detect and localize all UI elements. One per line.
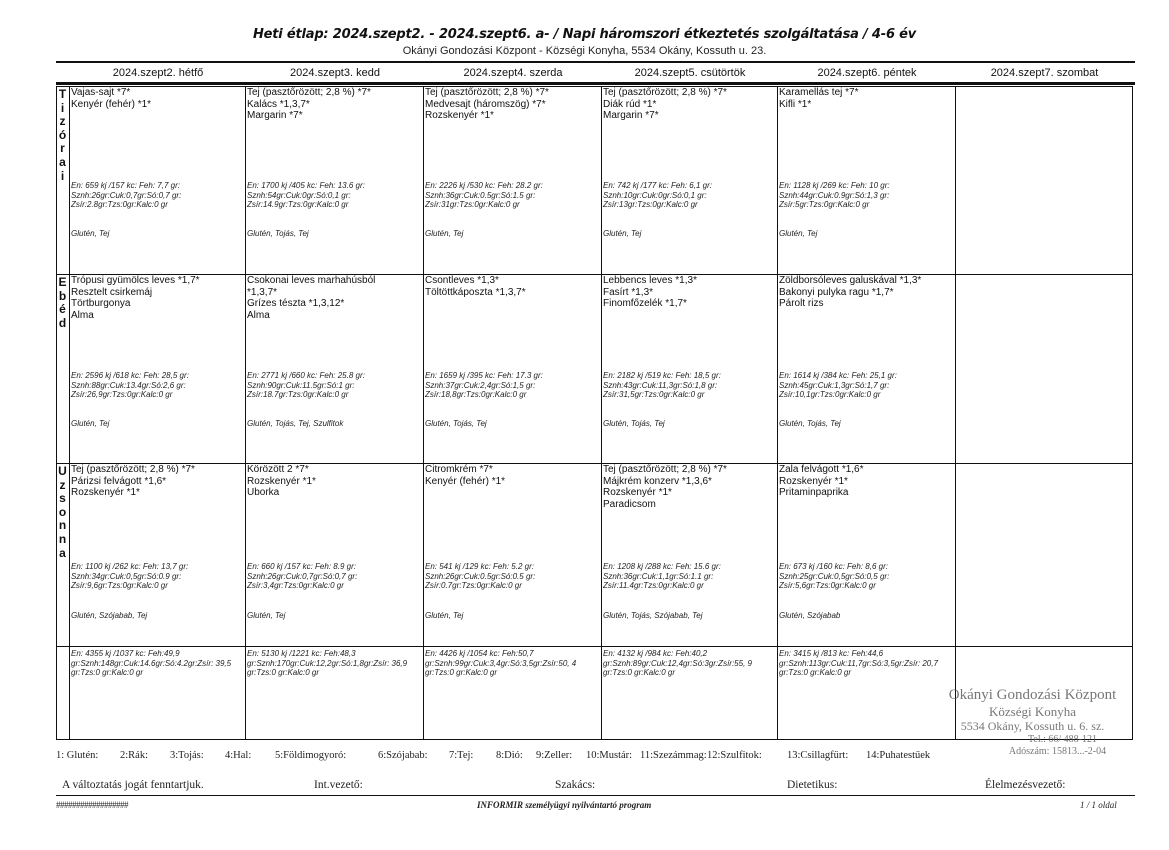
signature-dietetikus: Dietetikus: [787,779,838,791]
dish-item: Rozskenyér *1* [425,110,494,122]
nutrition-info [425,371,543,400]
nutrition-line: Sznh:54gr:Cuk:0gr:Só:0,1 gr: [247,190,351,200]
menu-cell [779,275,951,459]
dish-item: Rozskenyér *1* [603,487,672,499]
label-letter: é [59,302,66,317]
label-letter: ó [58,127,67,142]
nutrition-line: Zsír:10,1gr:Tzs:0gr:Kalc:0 gr [779,390,881,400]
label-letter: o [58,504,67,519]
nutrition-line: En: 1128 kj /269 kc: Feh: 10 gr: [779,181,890,190]
dish-item: Kifli *1* [779,98,812,110]
dish-item: Rozskenyér *1* [71,487,140,499]
dish-item: Lebbencs leves *1,3* [603,275,697,286]
nutrition-line: Sznh:10gr:Cuk:0gr:Só:0,1 gr: [603,190,707,200]
dish-item: Citromkrém *7* [425,464,493,475]
dish-item: Rozskenyér *1* [247,475,316,487]
nutrition-line: Sznh:26gr:Cuk:0,7gr:Só:0,7 gr: [71,190,182,200]
dish-item: Zala felvágott *1,6* [779,464,864,475]
nutrition-line: En: 2596 kj /618 kc: Feh: 28,5 gr: [71,371,189,380]
allergen-legend-item: 7:Tej: [449,750,474,761]
nutrition-line: Zsír:31gr:Tzs:0gr:Kalc:0 gr [425,200,520,210]
allergen-legend-item: 9:Zeller: [536,750,573,761]
label-letter: a [59,545,66,560]
nutrition-info [603,181,712,210]
dish-item: Kenyér (fehér) *1* [71,98,152,110]
signature-rule [56,795,1135,796]
menu-cell [247,275,419,459]
nutrition-line: Sznh:36gr:Cuk:0.5gr:Só:1.5 gr: [425,190,536,200]
dish-item: Trópusi gyümölcs leves *1,7* [71,275,200,286]
nutrition-info [71,562,188,591]
nutrition-info [425,181,543,210]
dish-item: Alma [247,309,270,321]
dish-item: Paradicsom [603,498,656,510]
label-letter: i [60,168,65,183]
dish-item: Törtburgonya [71,298,131,310]
label-letter: s [59,491,66,506]
stamp-line: 5534 Okány, Kossuth u. 6. sz. [960,719,1105,733]
dish-item: Csontleves *1,3* [425,275,499,286]
nutrition-info [603,371,721,400]
nutrition-line: Sznh:25gr:Cuk:0,5gr:Só:0,5 gr: [779,571,890,581]
allergen-list: Glutén, Tojás, Tej [779,419,841,428]
footer-program: INFORMIR személyügyi nyilvántartó program [477,800,652,810]
nutrition-line: Sznh:34gr:Cuk:0,5gr:Só:0.9 gr: [71,571,182,581]
nutrition-line: En: 660 kj /157 kc: Feh: 8.9 gr: [247,562,356,571]
page-title: Heti étlap: 2024.szept2. - 2024.szept6. a- / Napi háromszori étkeztetés szolgáltatása / 4-6 év [252,27,917,42]
nutrition-line: Zsír:11.4gr:Tzs:0gr:Kalc:0 gr [603,581,704,591]
nutrition-line: Sznh:45gr:Cuk:1,3gr:Só:1,7 gr: [779,380,890,390]
nutrition-line: Zsír:31,5gr:Tzs:0gr:Kalc:0 gr [603,390,705,400]
dish-item: Finomfőzelék *1,7* [603,298,687,310]
dish-item: Töltöttkáposzta *1,3,7* [425,286,526,298]
nutrition-info [247,371,365,400]
nutrition-line: En: 2182 kj /519 kc: Feh: 18,5 gr: [603,371,721,380]
nutrition-line: Sznh:90gr:Cuk:11.5gr:Só:1 gr: [247,380,355,390]
grid-line [955,86,956,740]
dish-item: Bakonyi pulyka ragu *1,7* [779,286,894,298]
nutrition-line: Zsír:18.7gr:Tzs:0gr:Kalc:0 gr [247,390,349,400]
allergen-legend-item: 2:Rák: [120,750,148,761]
day-header-saturday: 2024.szept7. szombat [990,67,1099,79]
allergen-list: Glutén, Tej [603,229,642,238]
nutrition-line: En: 1208 kj /288 kc: Feh: 15.6 gr: [603,562,721,571]
nutrition-line: Sznh:37gr:Cuk:2,4gr:Só:1,5 gr: [425,380,536,390]
dish-item: Grízes tészta *1,3,12* [247,298,345,310]
allergen-list: Glutén, Tej [425,611,464,620]
grid-line [777,86,778,740]
dish-item: Rozskenyér *1* [779,475,848,487]
nutrition-line: Sznh:88gr:Cuk:13.4gr:Só:2,6 gr: [71,380,186,390]
nutrition-line: Sznh:26gr:Cuk:0.5gr:Só:0.5 gr: [425,571,536,581]
dish-item: Vajas-sajt *7* [71,87,131,98]
nutrition-line: En: 673 kj /160 kc: Feh: 8,6 gr: [779,562,888,571]
label-letter: b [58,288,67,303]
label-letter: a [59,154,66,169]
allergen-list: Glutén, Tojás, Tej [247,229,309,238]
day-header-tuesday: 2024.szept3. kedd [290,67,380,79]
allergen-list: Glutén, Tej [71,229,110,238]
meal-label-uzsonna [56,465,69,560]
nutrition-info [779,181,890,210]
dish-item: Karamellás tej *7* [779,87,859,98]
nutrition-info [425,562,535,591]
menu-cell [603,87,775,271]
page-subtitle: Okányi Gondozási Központ - Községi Konyha, 5534 Okány, Kossuth u. 23. [402,45,767,57]
allergen-legend-item: 10:Mustár: [586,750,633,761]
nutrition-line: Zsír:13gr:Tzs:0gr:Kalc:0 gr [603,200,698,210]
allergen-legend-item: 6:Szójabab: [378,750,428,761]
signature-szakacs: Szakács: [555,779,596,791]
daily-total-tuesday: En: 5130 kj /1221 kc: Feh:48,3 gr:Sznh:170gr:Cuk:12,2gr:Só:1,8gr:Zsír: 36,9 gr:Tzs:0 gr:Kalc:0 gr [247,649,408,678]
menu-cell [603,275,775,459]
stamp-line: Okányi Gondozási Központ [948,687,1117,703]
dish-item: Kenyér (fehér) *1* [425,475,506,487]
allergen-list: Glutén, Tej [71,419,110,428]
allergen-list: Glutén, Szójabab, Tej [71,611,148,620]
nutrition-line: Zsír:18,8gr:Tzs:0gr:Kalc:0 gr [425,390,527,400]
nutrition-line: Zsír:14.9gr:Tzs:0gr:Kalc:0 gr [247,200,349,210]
dish-item: Májkrém konzerv *1,3,6* [603,475,712,487]
allergen-list: Glutén, Tojás, Tej, Szulfitok [247,419,344,428]
meal-label-tizorai [56,88,69,183]
allergen-legend-item: 14:Puhatestűek [866,750,931,761]
label-letter: T [58,87,67,101]
allergen-legend-item: 1: Glutén: [56,750,99,761]
nutrition-line: Zsír:2.8gr:Tzs:0gr:Kalc:0 gr [71,200,168,210]
nutrition-line: Sznh:26gr:Cuk:0,7gr:Só:0,7 gr: [247,571,358,581]
dish-item: Tej (pasztőrözött; 2,8 %) *7* [603,87,727,98]
nutrition-line: En: 1100 kj /262 kc: Feh: 13,7 gr: [71,562,189,571]
menu-cell [603,464,775,648]
daily-total-monday: En: 4355 kj /1037 kc: Feh:49,9 gr:Sznh:148gr:Cuk:14.6gr:Só:4.2gr:Zsír: 39,5 gr:Tzs:0 gr:Kalc:0 gr [71,649,232,678]
daily-total-wednesday: En: 4426 kj /1054 kc: Feh:50,7 gr:Sznh:99gr:Cuk:3,4gr:Só:3,5gr:Zsír:50, 4 gr:Tzs:0 gr:Kalc:0 gr [425,649,577,678]
grid-line [1132,86,1133,740]
grid-line [245,86,246,740]
dish-item: Pritaminpaprika [779,487,849,499]
nutrition-info [779,371,897,400]
stamp-line: Községi Konyha [988,704,1076,719]
stamp-line: Adószám: 15813...-2-04 [1008,746,1107,757]
grid-line [56,86,57,740]
menu-cell [71,87,243,271]
label-letter: r [60,141,65,156]
allergen-list: Glutén, Tojás, Tej [425,419,487,428]
allergen-list: Glutén, Tej [247,611,286,620]
label-letter: E [58,275,67,289]
allergen-legend-item: 11:Szezámmag: [640,750,707,761]
header-bottom-rule [56,82,1135,85]
dish-item: Alma [71,309,94,321]
allergen-list: Glutén, Tojás, Szójabab, Tej [603,611,703,620]
nutrition-line: Sznh:36gr:Cuk:1,1gr:Só:1.1 gr: [603,571,714,581]
dish-item: Diák rúd *1* [603,98,657,110]
allergen-list: Glutén, Szójabab [779,611,841,620]
grid-line [423,86,424,740]
header-top-rule [56,61,1135,63]
allergen-legend-item: 13:Csillagfürt: [787,750,849,761]
menu-cell [779,87,951,271]
dish-item: *1,3,7* [247,286,278,298]
menu-cell [71,464,243,648]
dish-item: Tej (pasztőrözött; 2,8 %) *7* [247,87,371,98]
footer-page: 1 / 1 oldal [1080,800,1117,810]
label-letter: z [59,477,66,492]
nutrition-line: En: 742 kj /177 kc: Feh: 6,1 gr: [603,181,712,190]
nutrition-info [247,181,365,210]
nutrition-line: Zsír:9,6gr:Tzs:0gr:Kalc:0 gr [71,581,168,591]
dish-item: Körözött 2 *7* [247,464,309,475]
label-letter: i [60,100,65,115]
menu-grid [56,86,1133,740]
day-header-wednesday: 2024.szept4. szerda [463,67,563,79]
dish-item: Margarin *7* [603,110,659,122]
dish-item: Csokonai leves marhahúsból [247,275,376,286]
nutrition-line: En: 541 kj /129 kc: Feh: 5.2 gr: [425,562,534,571]
allergen-legend-item: 8:Dió: [496,750,523,761]
daily-total-friday: En: 3415 kj /813 kc: Feh:44,6 gr:Sznh:113gr:Cuk:11,7gr:Só:3,5gr:Zsír: 20,7 gr:Tzs:0 gr:Kalc:0 gr [779,649,938,678]
menu-cell [247,464,419,648]
grid-line [601,86,602,740]
dish-item: Párolt rizs [779,298,824,310]
menu-cell [71,275,243,459]
signature-elelmezesvezeto: Élelmezésvezető: [985,779,1066,791]
dish-item: Tej (pasztőrözött; 2,8 %) *7* [425,87,549,98]
nutrition-line: Sznh:43gr:Cuk:11,3gr:Só:1,8 gr: [603,380,718,390]
day-header-monday: 2024.szept2. hétfő [112,67,204,79]
signature-int-vezeto: Int.vezető: [314,779,363,791]
allergen-legend-item: 3:Tojás: [170,750,204,761]
nutrition-line: Sznh:44gr:Cuk:0.9gr:Só:1,3 gr: [779,190,890,200]
allergen-legend-item: 5:Földimogyoró: [275,750,347,761]
meal-label-ebed [56,276,69,330]
day-header-thursday: 2024.szept5. csütörtök [634,67,746,79]
allergen-legend-item: 4:Hal: [225,750,252,761]
menu-cell [247,87,419,271]
nutrition-line: Zsír:0.7gr:Tzs:0gr:Kalc:0 gr [425,581,522,591]
nutrition-line: Zsír:5,6gr:Tzs:0gr:Kalc:0 gr [779,581,876,591]
allergen-list: Glutén, Tej [425,229,464,238]
label-letter: z [59,114,66,129]
dish-item: Zöldborsóleves galuskával *1,3* [779,275,922,286]
grid-line [69,86,70,740]
nutrition-line: En: 1614 kj /384 kc: Feh: 25,1 gr: [779,371,897,380]
nutrition-line: Zsír:26,9gr:Tzs:0gr:Kalc:0 gr [71,390,173,400]
dish-item: Kalács *1,3,7* [247,98,310,110]
dish-item: Margarin *7* [247,110,303,122]
dish-item: Uborka [247,487,280,499]
nutrition-info [71,371,189,400]
dish-item: Fasírt *1,3* [603,286,654,298]
notice-text: A változtatás jogát fenntartjuk. [62,779,204,791]
nutrition-info [603,562,721,591]
label-letter: n [58,531,67,546]
nutrition-info [247,562,357,591]
nutrition-line: En: 2771 kj /660 kc: Feh: 25.8 gr: [247,371,365,380]
menu-cell [425,464,597,648]
nutrition-line: En: 1700 kj /405 kc: Feh: 13.6 gr: [247,181,365,190]
nutrition-info [71,181,181,210]
dish-item: Párizsi felvágott *1,6* [71,475,167,487]
allergen-list: Glutén, Tojás, Tej [603,419,665,428]
dish-item: Resztelt csirkemáj [71,286,153,298]
nutrition-line: Zsír:3,4gr:Tzs:0gr:Kalc:0 gr [247,581,344,591]
label-letter: n [58,518,67,533]
nutrition-line: En: 659 kj /157 kc: Feh: 7,7 gr: [71,181,180,190]
dish-item: Tej (pasztőrözött; 2,8 %) *7* [71,464,195,475]
allergen-list: Glutén, Tej [779,229,818,238]
menu-cell [425,87,597,271]
label-letter: d [58,315,67,330]
nutrition-line: Zsír:5gr:Tzs:0gr:Kalc:0 gr [779,200,870,210]
nutrition-info [779,562,889,591]
footer-left: ################## [56,800,128,810]
daily-total-thursday: En: 4132 kj /984 kc: Feh:40,2 gr:Sznh:89gr:Cuk:12,4gr:Só:3gr:Zsír:55, 9 gr:Tzs:0 gr:Kalc:0 gr [603,649,752,678]
nutrition-line: En: 1659 kj /395 kc: Feh: 17.3 gr: [425,371,543,380]
day-header-friday: 2024.szept6. péntek [817,67,917,79]
dish-item: Medvesajt (háromszög) *7* [425,98,546,110]
allergen-legend-item: 12:Szulfitok: [707,750,762,761]
menu-cell [779,464,951,648]
official-stamp [915,687,1150,758]
menu-cell [425,275,597,459]
nutrition-line: En: 2226 kj /530 kc: Feh: 28.2 gr: [425,181,543,190]
dish-item: Tej (pasztőrözött; 2,8 %) *7* [603,464,727,475]
stamp-line: Tel.: 66/ 488-121 [1027,734,1097,745]
label-letter: U [58,464,67,478]
